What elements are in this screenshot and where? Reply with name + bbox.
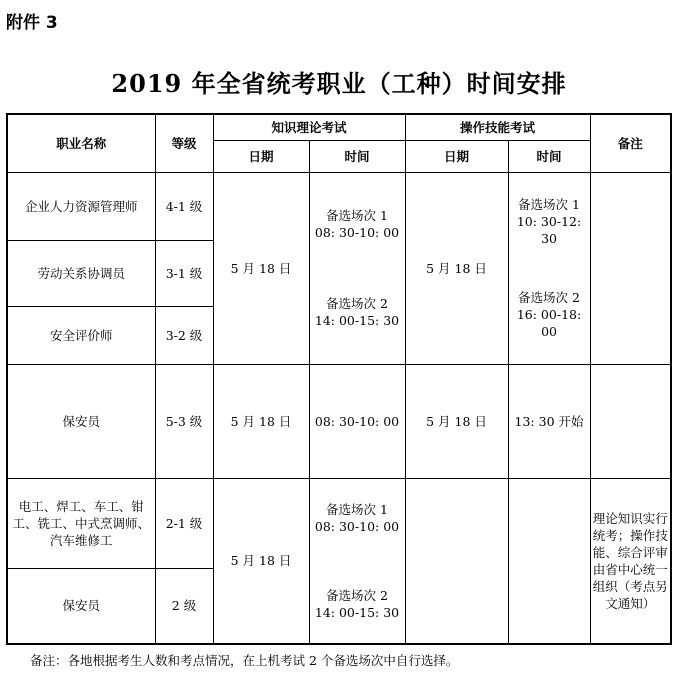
header-theory-date: 日期	[213, 140, 309, 172]
header-theory-exam: 知识理论考试	[213, 114, 405, 140]
skill-date-cell: 5 月 18 日	[405, 364, 508, 478]
header-row-1	[7, 114, 671, 140]
header-skill-date: 日期	[405, 140, 508, 172]
theory-date-cell: 5 月 18 日	[213, 478, 309, 644]
theory-slot-2	[312, 295, 403, 329]
theory-time-cell	[309, 478, 405, 644]
theory-time-cell	[309, 172, 405, 364]
theory-time-cell: 08: 30-10: 00	[309, 364, 405, 478]
theory-date-cell: 5 月 18 日	[213, 364, 309, 478]
theory-slot-1	[312, 207, 403, 241]
slot-label: 备选场次 2	[326, 587, 388, 603]
skill-slot-2	[511, 289, 588, 340]
level-cell: 3-1 级	[155, 240, 213, 306]
skill-time-cell	[508, 478, 590, 644]
header-skill-exam: 操作技能考试	[405, 114, 590, 140]
slot-label: 备选场次 2	[518, 290, 580, 305]
schedule-table	[6, 113, 672, 645]
level-cell: 3-2 级	[155, 306, 213, 364]
table-row	[7, 172, 671, 240]
slot-label: 备选场次 1	[326, 208, 388, 223]
level-cell: 4-1 级	[155, 172, 213, 240]
occupation-cell: 企业人力资源管理师	[7, 172, 155, 240]
occupation-cell: 保安员	[7, 364, 155, 478]
occupation-cell: 安全评价师	[7, 306, 155, 364]
table-row	[7, 478, 671, 568]
occupation-cell: 电工、焊工、车工、钳工、铣工、中式烹调师、汽车维修工	[7, 478, 155, 568]
skill-date-cell	[405, 478, 508, 644]
theory-date-cell: 5 月 18 日	[213, 172, 309, 364]
slot-time: 14: 00-15: 30	[314, 313, 400, 328]
page-title: 2019 年全省统考职业（工种）时间安排	[111, 69, 567, 98]
table-row	[7, 364, 671, 478]
skill-slot-1	[511, 196, 588, 247]
slot-label: 备选场次 1	[326, 501, 388, 517]
skill-date-cell: 5 月 18 日	[405, 172, 508, 364]
header-occupation: 职业名称	[7, 114, 155, 172]
occupation-cell: 劳动关系协调员	[7, 240, 155, 306]
header-remarks: 备注	[590, 114, 671, 172]
theory-slot-1	[312, 501, 403, 535]
skill-time-cell	[508, 172, 590, 364]
level-cell: 2 级	[155, 568, 213, 644]
slot-time: 16: 00-18: 00	[516, 307, 582, 339]
slot-label: 备选场次 1	[518, 197, 580, 212]
theory-slot-2	[312, 587, 403, 621]
annex-label: 附件 3	[6, 13, 58, 33]
slot-time: 14: 00-15: 30	[314, 604, 400, 620]
remarks-cell: 理论知识实行统考；操作技能、综合评审由省中心统一组织（考点另文通知）	[590, 478, 671, 644]
skill-time-cell: 13: 30 开始	[508, 364, 590, 478]
slot-label: 备选场次 2	[326, 296, 388, 311]
header-level: 等级	[155, 114, 213, 172]
level-cell: 2-1 级	[155, 478, 213, 568]
header-skill-time: 时间	[508, 140, 590, 172]
slot-time: 10: 30-12: 30	[516, 214, 582, 246]
occupation-cell: 保安员	[7, 568, 155, 644]
remarks-cell	[590, 364, 671, 478]
slot-time: 08: 30-10: 00	[314, 518, 400, 534]
footnote: 备注：各地根据考生人数和考点情况，在上机考试 2 个备选场次中自行选择。	[30, 653, 459, 668]
header-theory-time: 时间	[309, 140, 405, 172]
remarks-cell	[590, 172, 671, 364]
slot-time: 08: 30-10: 00	[314, 225, 400, 240]
level-cell: 5-3 级	[155, 364, 213, 478]
